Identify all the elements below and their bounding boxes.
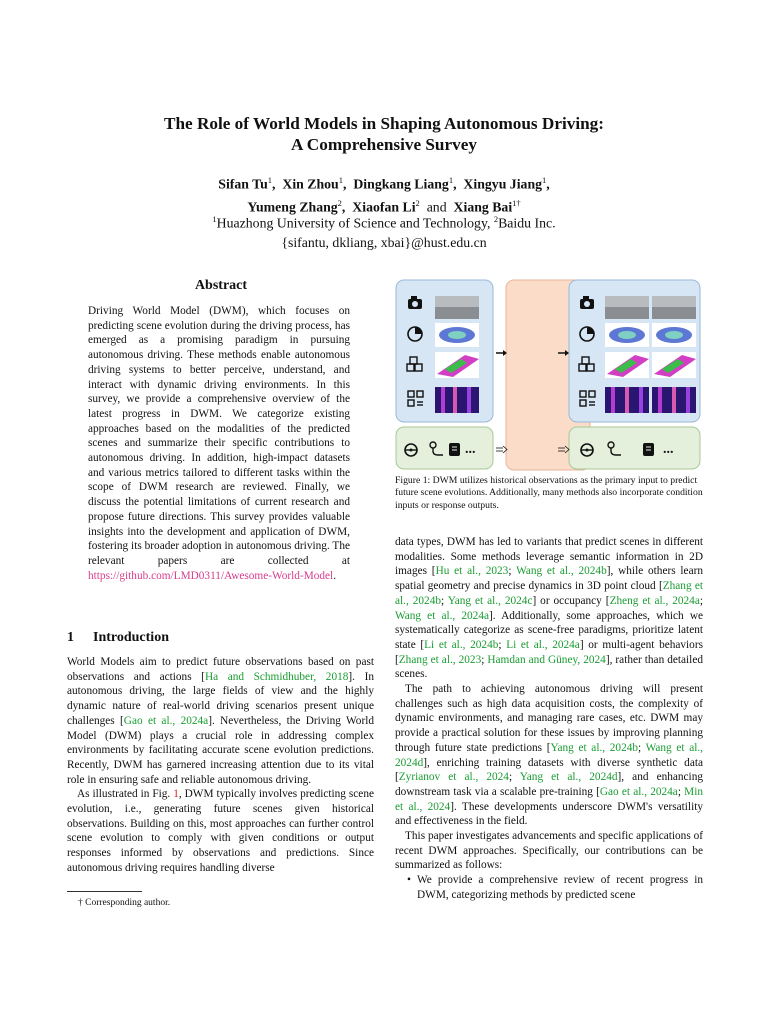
right-column-body [395, 535, 703, 903]
author-name: Yumeng Zhang [247, 199, 338, 215]
ellipsis-label: ... [663, 442, 674, 457]
author-and: and [426, 199, 447, 215]
email-line: {sifantu, dkliang, xbai}@hust.edu.cn [281, 234, 487, 250]
text-run: ]. Additionally, some approaches, which we systematically categorize as scene-free paradigms, prioritize latent state [ [395, 609, 703, 651]
text-run: ; [498, 638, 507, 651]
citation-link[interactable]: Ha and Schmidhuber, 2018 [204, 670, 349, 683]
author-name: Xin Zhou [282, 176, 339, 192]
text-run: ; [508, 771, 520, 784]
abstract-text: Driving World Model (DWM), which focuses on predicting scene evolution during the driving process, has emerged as a promising paradigm in pursuing autonomous driving. These methods enable autonomous driving systems to better perceive, understand, and interact with dynamic driving environments. In this survey, we provide a comprehensive overview of the latest progress in DWM. We categorize existing approaches based on the modalities of the predicted scenes and summarize their specific contributions to autonomous driving. In addition, high-impact datasets and various metrics tailored to different tasks within the scope of DWM research are reviewed. Finally, we discuss the potential limitations of current research and propose future directions. This survey provides valuable insights into the development and application of DWM, fostering its broader adoption in autonomous driving. The relevant papers are collected at [88, 305, 350, 567]
aff-sup: 1 [212, 214, 217, 224]
affiliations [0, 210, 768, 252]
document-icon [643, 443, 654, 456]
citation-link[interactable]: Yang et al., 2024b [550, 741, 639, 754]
citation-link[interactable]: Zheng et al., 2024a [609, 594, 700, 607]
figure-1 [395, 279, 703, 471]
text-run: The path to achieving autonomous driving will present challenges such as high data acquisition costs, the complexity of dynamic environments, and managing rare cases, etc. DWM may provide a practical solution for these issues by improving planning through future state predictions [ [395, 683, 703, 754]
repo-link[interactable]: https://github.com/LMD0311/Awesome-World-Model [88, 569, 334, 582]
figure-ref-link[interactable]: 1 [173, 788, 179, 801]
response-panel [569, 427, 700, 469]
author-line-2: Yumeng Zhang$^2$, Xiaofan Li$^2$ and Xiang Bai$^{1\dagger}$ [247, 197, 521, 215]
citation-link[interactable]: Hamdan and Güney, 2024 [487, 653, 606, 666]
citation-link[interactable]: Gao et al., 2024a [599, 785, 678, 798]
figure-1-diagram [395, 279, 703, 471]
citation-link[interactable]: Zhang et al., 2024b [395, 580, 704, 607]
text-run: data types, DWM has led to variants that predict scenes in different modalities. Some methods leverage semantic information in 2D images [ [395, 536, 703, 578]
right-paragraph-1 [395, 535, 703, 682]
document-icon [449, 443, 460, 456]
text-run: ; [699, 594, 703, 607]
text-run: ] or occupancy [ [532, 594, 610, 607]
aff-sup: 2 [493, 214, 499, 224]
affiliation-1: Huazhong University of Science and Technology, [216, 215, 494, 231]
author-name: Sifan Tu [218, 176, 268, 192]
citation-link[interactable]: Zhang et al., 2023 [398, 653, 482, 666]
text-run: ], enriching training datasets with diverse synthetic data [ [395, 756, 703, 784]
author-sup: 1 [448, 175, 454, 185]
double-arrow-icon [496, 446, 507, 453]
footnote-rule [67, 891, 142, 892]
affiliation-line [0, 210, 768, 233]
citation-link[interactable]: Li et al., 2024a [506, 638, 580, 651]
text-run: ], while others learn spatial geometry and precise dynamics in 3D point cloud [ [395, 565, 703, 593]
author-sup: 1 [338, 175, 343, 185]
footnote: † Corresponding author. [78, 898, 171, 908]
citation-link[interactable]: Wang et al., 2024a [395, 609, 489, 622]
title-line-2: A Comprehensive Survey [291, 135, 477, 154]
text-run: ] or multi-agent behaviors [ [395, 638, 703, 666]
citation-link[interactable]: Yang et al., 2024c [447, 594, 533, 607]
citation-link[interactable]: Gao et al., 2024a [123, 714, 209, 727]
abstract-heading: Abstract [194, 278, 248, 293]
abstract-body [88, 304, 350, 583]
text-run: ]. Nevertheless, the Driving World Model (DWM) plays a crucial role in addressing complex environments by facilitating accurate scene evolution predictions. Recently, DWM has garnered increasing attention due to its vital role in ensuring safe and reliable autonomous driving. [67, 714, 374, 786]
paper-title [0, 113, 768, 155]
text-run: ; [481, 653, 488, 666]
affiliation-2: Baidu Inc. [498, 215, 556, 231]
right-paragraph-3: This paper investigates advancements and specific applications of recent DWM approaches. Specifically, our contributions can be summarized as follows: [395, 830, 703, 872]
citation-link[interactable]: Wang et al., 2024d [395, 741, 704, 769]
author-sup: 1 [542, 175, 547, 185]
abstract-end: . [333, 569, 337, 582]
text-run: ], rather than detailed scenes. [395, 653, 703, 681]
author-name: Xiaofan Li [352, 199, 416, 215]
arrow-icon [496, 350, 507, 356]
section-heading-introduction [67, 630, 169, 646]
citation-link[interactable]: Li et al., 2024b [424, 638, 499, 651]
author-line-1: Sifan Tu$^1$, Xin Zhou$^1$, Dingkang Liang$^1$, Xingyu Jiang$^1$, [218, 175, 550, 192]
citation-link[interactable]: Min et al., 2024 [395, 785, 704, 813]
introduction-body [67, 655, 374, 876]
text-run: , DWM typically involves predicting scene evolution, i.e., generating future scenes given historical observations. Building on this, most approaches can further control scene evolution to comply with given conditions or output responses informed by observations and predictions. Since autonomous driving requires handling diverse [67, 788, 374, 874]
text-run: ; [441, 594, 448, 607]
section-title: Introduction [93, 630, 169, 645]
citation-link[interactable]: Yang et al., 2024d [519, 771, 618, 784]
citation-link[interactable]: Zyrianov et al., 2024 [398, 771, 509, 784]
title-line-1: The Role of World Models in Shaping Autonomous Driving: [164, 114, 604, 133]
citation-link[interactable]: Hu et al., 2023 [435, 565, 509, 578]
text-run: World Models aim to predict future observations based on past observations and actions [ [67, 656, 374, 683]
ellipsis-label: ... [465, 442, 476, 457]
author-name: Xingyu Jiang [463, 176, 543, 192]
right-paragraph-2 [395, 682, 703, 829]
author-sup: 2 [337, 197, 342, 208]
text-run: ; [677, 785, 685, 798]
text-run: ], and enhancing downstream task via a scalable pre-training [ [395, 771, 703, 798]
condition-panel [396, 427, 493, 469]
intro-paragraph-1 [67, 655, 374, 787]
text-run: As illustrated in Fig. [77, 788, 174, 801]
text-run: ]. In autonomous driving, the large fields of view and the highly dynamic nature of real-world driving scenarios present unique challenges [ [67, 670, 374, 727]
author-sup: 1† [512, 197, 521, 208]
text-run: ]. These developments underscore DWM's versatility and effectiveness in the field. [395, 800, 703, 828]
text-run: ; [638, 741, 646, 754]
section-number: 1 [67, 630, 74, 645]
author-sup: 2 [415, 197, 420, 208]
citation-link[interactable]: Wang et al., 2024b [516, 565, 607, 578]
text-run: ; [508, 565, 517, 578]
author-name: Xiang Bai [453, 199, 513, 215]
author-name: Dingkang Liang [353, 176, 449, 192]
intro-paragraph-2 [67, 787, 374, 875]
contribution-bullet: • We provide a comprehensive review of recent progress in DWM, categorizing methods by predicted scene [395, 873, 703, 902]
author-sup: 1 [267, 175, 272, 185]
figure-1-caption: Figure 1: DWM utilizes historical observations as the primary input to predict future scene evolutions. Additionally, many methods also incorporate condition inputs or response outputs. [395, 475, 703, 511]
